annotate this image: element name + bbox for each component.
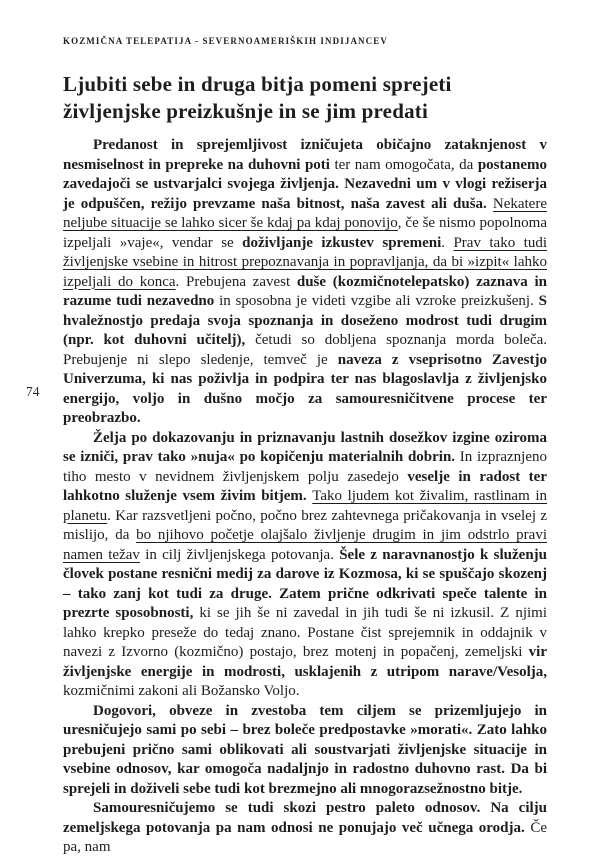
text-segment: in cilj življenjskega potovanja. [139, 546, 340, 563]
text-segment: Tako ljudem kot živalim, rastlinam in planetu [63, 488, 547, 524]
text-segment: doživljanje izkustev spremeni [242, 234, 442, 251]
paragraph [63, 702, 547, 800]
text-segment: veselje in radost ter lahkotno služenje vsem živim bitjem. [63, 468, 547, 504]
running-header: KOZMIČNA TELEPATIJA - SEVERNOAMERIŠKIH INDIJANCEV [63, 36, 388, 46]
text-segment: Prav tako tudi življenjske vsebine in hitrost prepoznavanja in popravljanja, da bi »izpit« lahko izpeljali do konca [63, 234, 548, 290]
text-segment: S hvaležnostjo predaja svoja spoznanja in doseženo modrost tudi drugim (npr. kot duhovni učitelj), [63, 293, 547, 348]
text-segment: ter nam omogočata, da [334, 156, 478, 173]
text-segment: . Prebujena zavest [175, 273, 297, 290]
text-segment: duše (kozmičnotelepatsko) zaznava in razume tudi nezavedno [63, 273, 547, 309]
text-segment: . [441, 234, 454, 251]
paragraph [63, 429, 547, 702]
text-segment: kozmičnimi zakoni ali Božansko Voljo. [63, 683, 300, 699]
text-segment: in sposobna je videti vzgibe ali vzroke preizkušenj. [219, 293, 539, 309]
paragraph [63, 799, 547, 858]
text-segment: Dogovori, obveze in zvestoba tem ciljem se prizemljujejo in uresničujejo sami po sebi – brez boleče predpostavke »morati«. Zato lahko prebujeni prično sami oblikovati ali soustvarjati življenjske situacije in vsebine odnosov, kar omogoča nadaljnjo in radostno duhovno rast. Da bi sprejeli in doživeli sebe tudi kot brezmejno ali mnogorazsežnostno bitje. [63, 702, 547, 797]
text-segment: Nekatere neljube situacije se lahko sicer še kdaj pa kdaj ponovijo [63, 195, 547, 231]
body-paragraphs [63, 136, 547, 858]
text-segment: vir življenjske energije in modrosti, usklajenih z utripom narave/Vesolja, [63, 644, 547, 680]
text-segment: In izpraznjeno tiho mesto v nevidnem življenjskem polju zasedejo [63, 449, 547, 485]
text-segment: Če pa, nam [63, 819, 547, 855]
text-segment: Predanost in sprejemljivost izničujeta običajno zataknjenost v nesmiselnost in prepreke na duhovni poti [63, 137, 547, 173]
page-title: Ljubiti sebe in druga bitja pomeni sprejeti življenjske preizkušnje in se jim predati [63, 72, 452, 123]
text-segment: Želja po dokazovanju in priznavanju lastnih dosežkov izgine oziroma se izniči, prav tako »nuja« po kopičenju materialnih dobrin. [63, 429, 547, 465]
text-segment: postanemo zavedajoči se ustvarjalci svojega življenja. Nezavedni um v vlogi režiserja je odpuščen, režijo prevzame naša bitnost, naša zavest ali duša. [63, 156, 547, 212]
text-segment: četudi so dobljena spoznanja morda boleča. Prebujenje ni slepo sledenje, temveč je [63, 332, 548, 368]
text-segment: ki se jih še ni zavedal in jih tudi še ni izkusil. Z njimi lahko krepko preseže do tedaj znano. Postane čist sprejemnik in oddajnik v navezi z Izvorno (kozmično) postajo, brez motenj in popačenj, zemeljski [63, 605, 547, 660]
text-segment: Šele z naravnanostjo k služenju človek postane resnični medij za darove iz Kozmosa, ki se spuščajo skozenj – tako zanj kot tudi za druge. Zatem prične odkrivati speče talente in prezrte sposobnosti, [63, 546, 547, 621]
text-segment: naveza z vseprisotno Zavestjo Univerzuma, ki nas poživlja in podpira ter nas blagoslavlja z življenjsko energijo, voljo in dušno močjo za samouresničitvene procese ter preobrazbo. [63, 351, 547, 426]
text-segment: Samouresničujemo se tudi skozi pestro paleto odnosov. Na cilju zemeljskega potovanja pa nam odnosi ne ponujajo več učnega orodja. [63, 800, 547, 836]
text-segment: , če še nismo popolnoma izpeljali »vaje«, vendar se [63, 215, 548, 251]
text-segment: . Kar razsvetljeni počno, počno brez zahtevnega pričakovanja in vselej z mislijo, da [63, 507, 547, 543]
text-segment: bo njihovo početje olajšalo življenje drugim in jim odstrlo pravi namen težav [63, 527, 547, 563]
paragraph [63, 136, 547, 429]
page-number: 74 [26, 384, 40, 399]
